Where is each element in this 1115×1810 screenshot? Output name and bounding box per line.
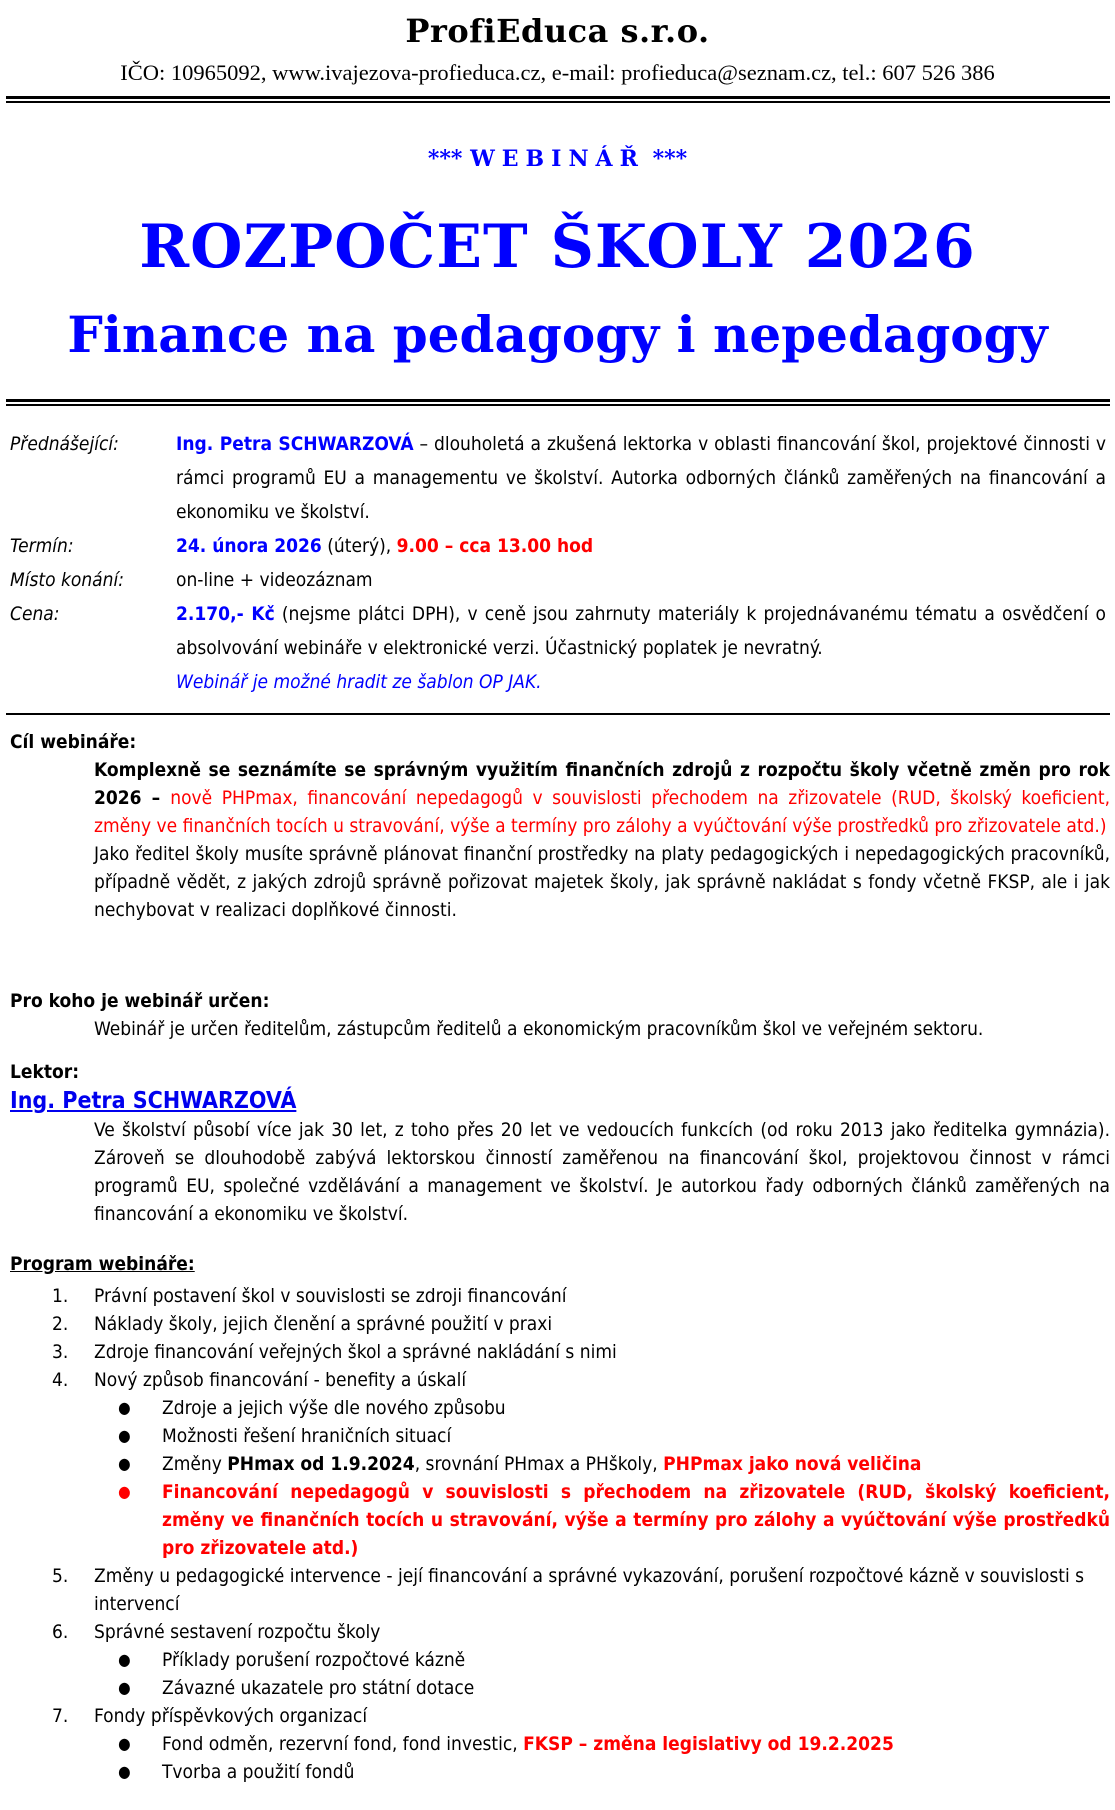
item-text: Právní postavení škol v souvislosti se zdroji financování <box>94 1285 567 1307</box>
stars-right: *** <box>652 146 688 172</box>
price-note: Webinář je možné hradit ze šablon OP JAK. <box>176 671 542 693</box>
info-label: Přednášející: <box>10 433 119 455</box>
bullet-icon: ● <box>118 1398 131 1417</box>
sub-item-text: Zdroje a jejich výše dle nového způsobu <box>162 1397 506 1419</box>
bullet-icon: ● <box>118 1426 131 1445</box>
sub-item-text: Příklady porušení rozpočtové kázně <box>162 1649 466 1671</box>
info-label: Cena: <box>10 603 60 625</box>
page-subtitle: Finance na pedagogy i nepedagogy <box>67 305 1048 364</box>
program-section <box>10 1250 1110 1786</box>
info-label: Termín: <box>10 535 74 557</box>
goal-heading: Cíl webináře: <box>10 731 137 753</box>
sub-item-pre: Fond odměn, rezervní fond, fond investic, <box>162 1733 524 1755</box>
info-row-date <box>10 529 1110 563</box>
item-text: Náklady školy, jejich členění a správné použití v praxi <box>94 1313 553 1335</box>
program-heading: Program webináře: <box>10 1253 195 1275</box>
sub-item-pre: Změny <box>162 1453 228 1475</box>
goal-highlight <box>10 756 1110 840</box>
program-item <box>10 1562 1110 1618</box>
item-text: Nový způsob financování - benefity a úskalí <box>94 1369 467 1391</box>
sublist <box>10 1394 1110 1562</box>
lector-section <box>10 1058 1110 1228</box>
sub-item <box>10 1646 1110 1674</box>
info-table <box>10 427 1110 699</box>
event-date: 24. února 2026 <box>176 535 322 557</box>
info-label: Místo konání: <box>10 569 124 591</box>
program-item <box>10 1338 1110 1366</box>
goal-red-text: nově PHPmax, financování nepedagogů v souvislosti přechodem na zřizovatele (RUD, školský koeficient, změny ve finančních tocích u stravování, výše a termíny pro zálohy a vyúčtování výše prostředků pro zřizovatele atd.) <box>94 787 1111 837</box>
item-number: 4. <box>52 1369 69 1391</box>
bullet-icon: ● <box>118 1482 131 1501</box>
section-divider <box>6 713 1110 715</box>
page-title: ROZPOČET ŠKOLY 2026 <box>139 212 976 282</box>
item-number: 7. <box>52 1705 69 1727</box>
venue-value: on-line + videozáznam <box>176 569 373 591</box>
goal-bold-text: Komplexně se seznámíte se správným využitím finančních zdrojů z rozpočtu školy včetně změn pro rok 2026 – <box>94 759 1110 809</box>
item-number: 2. <box>52 1313 69 1335</box>
event-day: (úterý), <box>321 535 397 557</box>
sub-item-text: Financování nepedagogů v souvislosti s přechodem na zřizovatele (RUD, školský koeficient, změny ve finančních tocích u stravování, výše a termíny pro zálohy a vyúčtování výše prostředků pro zřizovatele atd.) <box>162 1481 1110 1559</box>
header-double-divider <box>6 96 1110 104</box>
bullet-icon: ● <box>118 1734 131 1753</box>
info-row-lecturer <box>10 427 1110 529</box>
audience-text: Webinář je určen ředitelům, zástupcům ředitelů a ekonomickým pracovníkům škol ve veřejném sektoru. <box>94 1018 984 1040</box>
bullet-icon: ● <box>118 1762 131 1781</box>
program-sublist-4 <box>10 1394 1110 1562</box>
sub-item <box>10 1730 1110 1758</box>
company-contact: IČO: 10965092, www.ivajezova-profieduca.cz, e-mail: profieduca@seznam.cz, tel.: 607 526 386 <box>120 60 995 85</box>
item-number: 5. <box>52 1565 69 1587</box>
price-amount: 2.170,- Kč <box>176 603 275 625</box>
sublist <box>10 1730 1110 1786</box>
goal-text: Jako ředitel školy musíte správně plánovat finanční prostředky na platy pedagogických i nepedagogických pracovníků, případně vědět, z jakých zdrojů správně pořizovat majetek školy, jak správně nakládat s fondy včetně FKSP, ale i jak nechybovat v realizaci doplňkové činnosti. <box>94 843 1110 921</box>
info-value <box>176 427 1106 529</box>
title-double-divider <box>6 399 1110 407</box>
webinar-label: WEBINÁŘ <box>470 146 645 172</box>
program-item <box>10 1618 1110 1646</box>
sub-item <box>10 1422 1110 1450</box>
item-number: 1. <box>52 1285 69 1307</box>
item-text: Správné sestavení rozpočtu školy <box>94 1621 381 1643</box>
program-item <box>10 1310 1110 1338</box>
sub-item-text: Závazné ukazatele pro státní dotace <box>162 1677 475 1699</box>
info-row-venue <box>10 563 1110 597</box>
sub-item-red: PHPmax jako nová veličina <box>663 1453 922 1475</box>
sub-item-bold: PHmax od 1.9.2024 <box>227 1453 415 1475</box>
lector-name-link[interactable]: Ing. Petra SCHWARZOVÁ <box>10 1088 297 1114</box>
program-item <box>10 1702 1110 1730</box>
info-row-price <box>10 597 1110 699</box>
sub-item-text: Tvorba a použití fondů <box>162 1761 355 1783</box>
item-text: Fondy příspěvkových organizací <box>94 1705 368 1727</box>
sub-item <box>10 1450 1110 1478</box>
company-name: ProfiEduca s.r.o. <box>405 12 710 50</box>
lecturer-name: Ing. Petra SCHWARZOVÁ <box>176 433 414 455</box>
sub-item <box>10 1758 1110 1786</box>
sub-item <box>10 1478 1110 1562</box>
price-description: (nejsme plátci DPH), v ceně jsou zahrnuty materiály k projednávanému tématu a osvědčení o absolvování webináře v elektronické verzi. Účastnický poplatek je nevratný. <box>176 603 1106 659</box>
goal-section <box>10 728 1110 924</box>
sub-item-text: Možnosti řešení hraničních situací <box>162 1425 452 1447</box>
item-text: Zdroje financování veřejných škol a správné nakládání s nimi <box>94 1341 617 1363</box>
sub-item-mid: , srovnání PHmax a PHškoly, <box>414 1453 664 1475</box>
sub-item <box>10 1394 1110 1422</box>
bullet-icon: ● <box>118 1454 131 1473</box>
program-sublist-7 <box>10 1730 1110 1786</box>
lecturer-description: – dlouholetá a zkušená lektorka v oblasti financování škol, projektové činnosti v rámci programů EU a managementu ve školství. Autorka odborných článků zaměřených na financování a ekonomiku ve školství. <box>176 433 1106 523</box>
program-list <box>10 1282 1110 1786</box>
lector-bio: Ve školství působí více jak 30 let, z toho přes 20 let ve vedoucích funkcích (od roku 2013 jako ředitelka gymnázia). Zároveň se dlouhodobě zabývá lektorskou činností zaměřenou na financování škol, projektovou činnost v rámci programů EU, společné vzdělávání a management ve školství. Je autorkou řady odborných článků zaměřených na financování a ekonomiku ve školství. <box>94 1119 1110 1225</box>
sub-item <box>10 1674 1110 1702</box>
info-value <box>176 597 1106 699</box>
audience-section <box>10 987 1110 1043</box>
program-item <box>10 1366 1110 1394</box>
lector-heading: Lektor: <box>10 1061 80 1083</box>
sublist <box>10 1646 1110 1702</box>
stars-left: *** <box>427 146 463 172</box>
info-value <box>176 529 1106 563</box>
program-sublist-6 <box>10 1646 1110 1702</box>
program-heading-wrap <box>10 1250 1110 1278</box>
webinar-tag <box>0 146 1115 172</box>
sub-item-red: FKSP – změna legislativy od 19.2.2025 <box>523 1733 894 1755</box>
program-item <box>10 1282 1110 1310</box>
item-number: 6. <box>52 1621 69 1643</box>
item-number: 3. <box>52 1341 69 1363</box>
bullet-icon: ● <box>118 1678 131 1697</box>
audience-heading: Pro koho je webinář určen: <box>10 990 270 1012</box>
item-text: Změny u pedagogické intervence - její financování a správné vykazování, porušení rozpočtové kázně v souvislosti s intervencí <box>94 1565 1085 1615</box>
event-time: 9.00 – cca 13.00 hod <box>396 535 594 557</box>
bullet-icon: ● <box>118 1650 131 1669</box>
